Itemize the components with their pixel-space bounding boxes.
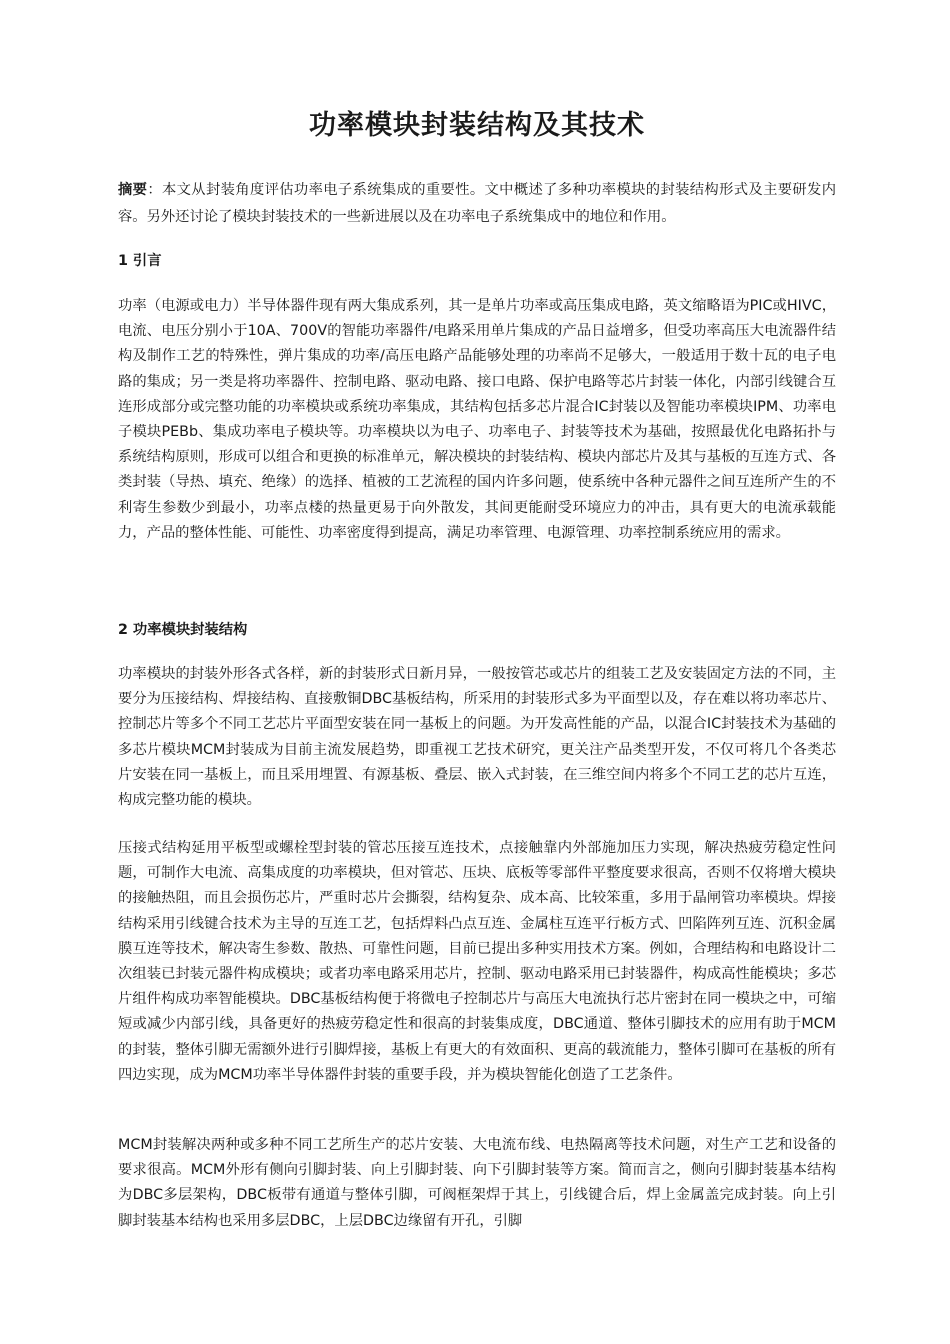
body-paragraph: MCM封装解决两种或多种不同工艺所生产的芯片安装、大电流布线、电热隔离等技术问题，对生产工艺和设备的要求很高。MCM外形有侧向引脚封装、向上引脚封装、向下引脚封装等方案。简而言之，侧向引脚封装基本结构为DBC多层架构，DBC板带有通道与整体引脚，可阀框架焊于其上，引线键合后，焊上金属盖完成封装。向上引脚封装基本结构也采用多层DBC，上层DBC边缘留有开孔，引脚	[118, 1137, 836, 1229]
section-heading-package-structure: 2 功率模块封装结构	[118, 622, 248, 638]
section-heading-introduction: 1 引言	[118, 253, 162, 269]
body-paragraph: 功率模块的封装外形各式各样，新的封装形式日新月异，一般按管芯或芯片的组装工艺及安装固定方法的不同，主要分为压接结构、焊接结构、直接敷铜DBC基板结构，所采用的封装形式多为平面型以及，存在难以将功率芯片、控制芯片等多个不同工艺芯片平面型安装在同一基板上的问题。为开发高性能的产品，以混合IC封装技术为基础的多芯片模块MCM封装成为目前主流发展趋势，即重视工艺技术研究，更关注产品类型开发，不仅可将几个各类芯片安装在同一基板上，而且采用埋置、有源基板、叠层、嵌入式封装，在三维空间内将多个不同工艺的芯片互连，构成完整功能的模块。	[118, 666, 836, 809]
body-paragraph: 压接式结构延用平板型或螺栓型封装的管芯压接互连技术，点接触靠内外部施加压力实现，解决热疲劳稳定性问题，可制作大电流、高集成度的功率模块，但对管芯、压块、底板等零部件平整度要求很高，否则不仅将增大模块的接触热阻，而且会损伤芯片，严重时芯片会撕裂，结构复杂、成本高、比较笨重，多用于晶闸管功率模块。焊接结构采用引线键合技术为主导的互连工艺，包括焊料凸点互连、金属柱互连平行板方式、凹陷阵列互连、沉积金属膜互连等技术，解决寄生参数、散热、可靠性问题，目前已提出多种实用技术方案。例如，合理结构和电路设计二次组装已封装元器件构成模块；或者功率电路采用芯片，控制、驱动电路采用已封装器件，构成高性能模块；多芯片组件构成功率智能模块。DBC基板结构便于将微电子控制芯片与高压大电流执行芯片密封在同一模块之中，可缩短或减少内部引线，具备更好的热疲劳稳定性和很高的封装集成度，DBC通道、整体引脚技术的应用有助于MCM的封装，整体引脚无需额外进行引脚焊接，基板上有更大的有效面积、更高的载流能力，整体引脚可在基板的所有四边实现，成为MCM功率半导体器件封装的重要手段，并为模块智能化创造了工艺条件。	[118, 840, 836, 1083]
abstract-paragraph	[118, 177, 836, 230]
body-paragraph: 功率（电源或电力）半导体器件现有两大集成系列，其一是单片功率或高压集成电路，英文缩略语为PIC或HIVC，电流、电压分别小于10A、700V的智能功率器件/电路采用单片集成的产品日益增多，但受功率高压大电流器件结构及制作工艺的特殊性，弹片集成的功率/高压电路产品能够处理的功率尚不足够大，一般适用于数十瓦的电子电路的集成；另一类是将功率器件、控制电路、驱动电路、接口电路、保护电路等芯片封装一体化，内部引线键合互连形成部分或完整功能的功率模块或系统功率集成，其结构包括多芯片混合IC封装以及智能功率模块IPM、功率电子模块PEBb、集成功率电子模块等。功率模块以为电子、功率电子、封装等技术为基础，按照最优化电路拓扑与系统结构原则，形成可以组合和更换的标准单元，解决模块的封装结构、模块内部芯片及其与基板的互连方式、各类封装（导热、填充、绝缘）的选择、植被的工艺流程的国内许多问题，使系统中各种元器件之间互连所产生的不利寄生参数少到最小，功率点楼的热量更易于向外散发，其间更能耐受环境应力的冲击，具有更大的电流承载能力，产品的整体性能、可能性、功率密度得到提高，满足功率管理、电源管理、功率控制系统应用的需求。	[118, 298, 836, 541]
document-title: 功率模块封装结构及其技术	[309, 110, 645, 141]
abstract-text: ：本文从封装角度评估功率电子系统集成的重要性。文中概述了多种功率模块的封装结构形式及主要研发内容。另外还讨论了模块封装技术的一些新进展以及在功率电子系统集成中的地位和作用。	[118, 182, 837, 225]
abstract-label: 摘要	[118, 182, 148, 198]
